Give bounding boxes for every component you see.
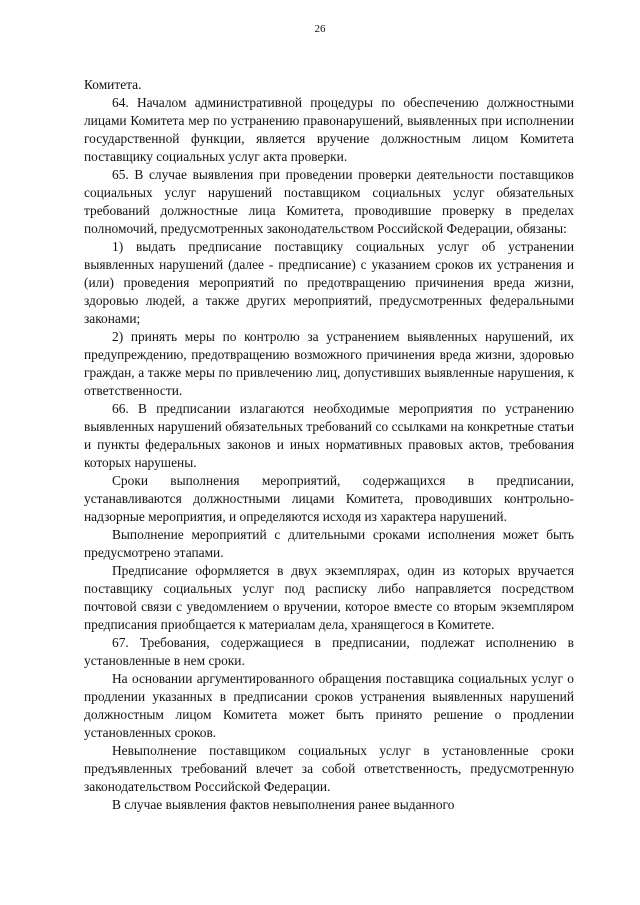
paragraph-66-copies: Предписание оформляется в двух экземплярах, один из которых вручается поставщику социальных услуг под расписку либо направляется посредством почтовой связи с уведомлением о вручении, которое вместе со вторым экземпляром предписания приобщается к материалам дела, хранящегося в Комитете. <box>84 563 574 632</box>
page-number: 26 <box>314 23 326 35</box>
paragraph-65-item-2: 2) принять меры по контролю за устранением выявленных нарушений, их предупреждению, предотвращению возможного причинения вреда жизни, здоровью граждан, а также меры по привлечению лиц, допустивших выявленные нарушения, к ответственности. <box>84 329 574 398</box>
paragraph-66-stages: Выполнение мероприятий с длительными сроками исполнения может быть предусмотрено этапами. <box>84 527 574 560</box>
paragraph-67: 67. Требования, содержащиеся в предписании, подлежат исполнению в установленные в нем сроки. <box>84 635 574 668</box>
document-body <box>84 76 574 814</box>
paragraph-67-liability: Невыполнение поставщиком социальных услуг в установленные сроки предъявленных требований влечет за собой ответственность, предусмотренную законодательством Российской Федерации. <box>84 743 574 794</box>
paragraph-67-extension: На основании аргументированного обращения поставщика социальных услуг о продлении указанных в предписании сроков устранения выявленных нарушений должностным лицом Комитета может быть принято решение о продлении установленных сроков. <box>84 671 574 740</box>
paragraph-65-item-1: 1) выдать предписание поставщику социальных услуг об устранении выявленных нарушений (далее - предписание) с указанием сроков их устранения и (или) проведения мероприятий по предотвращению причинения вреда жизни, здоровью людей, а также других мероприятий, предусмотренных федеральными законами; <box>84 239 574 326</box>
paragraph-64: 64. Началом административной процедуры по обеспечению должностными лицами Комитета мер по устранению правонарушений, выявленных при исполнении государственной функции, является вручение должностным лицом Комитета поставщику социальных услуг акта проверки. <box>84 95 574 164</box>
paragraph-66-deadlines: Сроки выполнения мероприятий, содержащихся в предписании, устанавливаются должностными лицами Комитета, проводивших контрольно-надзорные мероприятия, и определяются исходя из характера нарушений. <box>84 473 574 524</box>
paragraph-65: 65. В случае выявления при проведении проверки деятельности поставщиков социальных услуг нарушений поставщиком социальных услуг обязательных требований должностные лица Комитета, проводившие проверку в пределах полномочий, предусмотренных законодательством Российской Федерации, обязаны: <box>84 167 574 236</box>
paragraph-66: 66. В предписании излагаются необходимые мероприятия по устранению выявленных нарушений обязательных требований со ссылками на конкретные статьи и пункты федеральных законов и иных нормативных правовых актов, требования которых нарушены. <box>84 401 574 470</box>
paragraph-continuation: Комитета. <box>84 77 142 92</box>
paragraph-67-continued: В случае выявления фактов невыполнения ранее выданного <box>112 797 455 812</box>
